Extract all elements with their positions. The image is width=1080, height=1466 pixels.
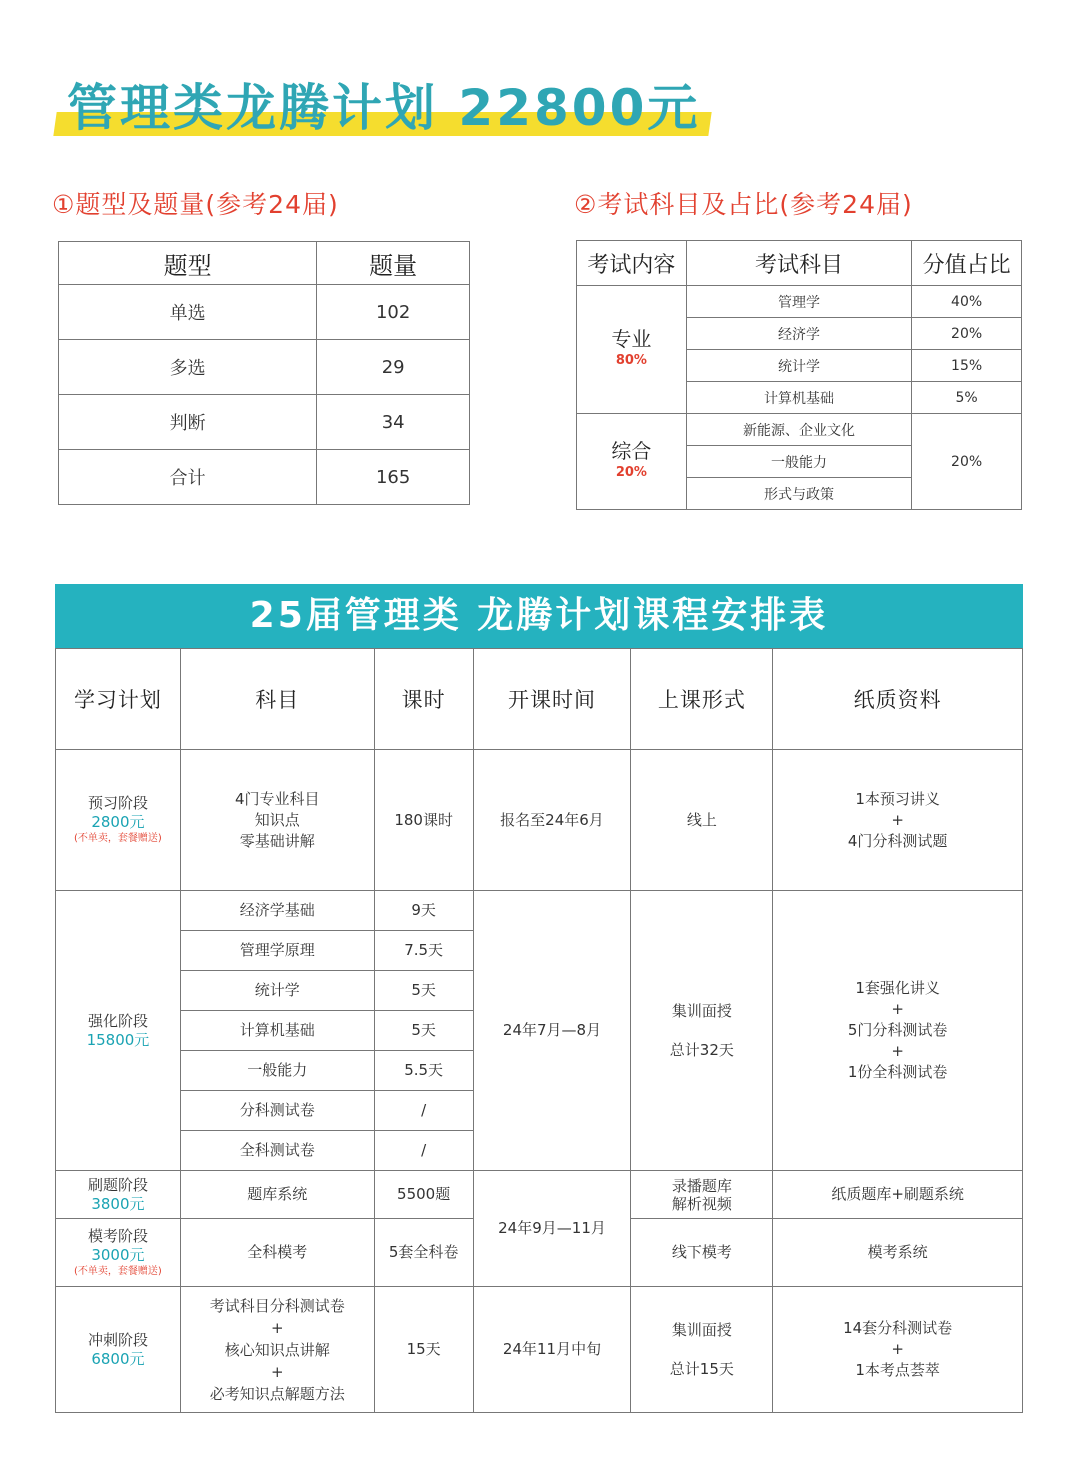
table-row-preview [56,750,1023,891]
subject-cell [180,750,374,891]
subject-cell: 经济学基础 [180,891,374,931]
question-type-table [58,241,470,505]
count-cell: 34 [317,395,470,450]
stage-preview [56,750,181,891]
subject-cell: 经济学 [686,318,911,350]
hours-cell: 15天 [374,1287,473,1413]
material-line: 5门分科测试卷 [847,1021,948,1039]
material-line: + [891,1340,904,1358]
stage-strengthen [56,891,181,1171]
schedule-table [55,648,1023,1413]
table-row-strengthen [56,891,1023,931]
stage-note: (不单卖，套餐赠送) [74,833,162,844]
subject-cell [180,1287,374,1413]
mode-cell: 线下模考 [631,1219,773,1287]
subject-cell: 形式与政策 [686,478,911,510]
mode-line: 总计32天 [669,1040,734,1059]
mode-line: 集训面授 [671,1001,732,1020]
header-subject: 科目 [180,649,374,750]
stage-name: 冲刺阶段 [87,1330,148,1349]
hours-cell: 5500题 [374,1171,473,1219]
material-line: 1本考点荟萃 [855,1361,940,1379]
header-subject: 考试科目 [686,241,911,286]
category-name: 专业 [611,326,652,351]
subject-cell: 全科模考 [180,1219,374,1287]
header-type: 题型 [59,242,317,285]
count-cell: 165 [317,450,470,505]
mode-line: 集训面授 [671,1320,732,1339]
table-header-row [56,649,1023,750]
subject-line: 核心知识点讲解 [224,1340,330,1359]
material-line: + [891,1000,904,1018]
page-title: 管理类龙腾计划 22800元 [67,79,701,137]
header-content: 考试内容 [577,241,687,286]
subject-cell: 统计学 [180,971,374,1011]
stage-price: 2800元 [91,813,145,831]
stage-price: 3000元 [91,1245,145,1264]
type-cell: 单选 [59,285,317,340]
subject-line: 4门专业科目 [235,789,320,808]
subject-cell: 分科测试卷 [180,1091,374,1131]
subject-cell: 题库系统 [180,1171,374,1219]
stage-name: 强化阶段 [87,1011,148,1030]
mode-line: 录播题库 [671,1176,732,1195]
hours-cell: 5天 [374,971,473,1011]
stage-note: (不单卖，套餐赠送) [74,1265,162,1277]
header-count: 题量 [317,242,470,285]
time-cell: 报名至24年6月 [473,750,631,891]
stage-name: 刷题阶段 [87,1175,148,1194]
hours-cell: 7.5天 [374,931,473,971]
material-line: 14套分科测试卷 [843,1319,953,1337]
header-hours: 课时 [374,649,473,750]
category-percent: 80% [615,352,647,368]
header-materials: 纸质资料 [773,649,1023,750]
material-line: 1份全科测试卷 [847,1063,948,1081]
time-cell: 24年9月—11月 [473,1171,631,1287]
table-row [59,340,470,395]
section1-title: ①题型及题量(参考24届) [52,190,339,219]
materials-cell: 模考系统 [773,1219,1023,1287]
table-header-row [59,242,470,285]
count-cell: 102 [317,285,470,340]
category-percent: 20% [615,464,647,480]
table-row [59,395,470,450]
hours-cell: 5天 [374,1011,473,1051]
category-professional [577,286,687,414]
hours-cell: / [374,1091,473,1131]
category-comprehensive [577,414,687,510]
hours-cell: 180课时 [374,750,473,891]
subject-cell: 统计学 [686,350,911,382]
subject-cell: 全科测试卷 [180,1131,374,1171]
subject-line: 考试科目分科测试卷 [209,1296,345,1315]
mode-line: 解析视频 [671,1194,732,1213]
table-row [577,414,1022,446]
subject-share-table [576,240,1022,510]
share-cell: 40% [912,286,1022,318]
materials-cell [773,1287,1023,1413]
table-row-practice [56,1171,1023,1219]
header-mode: 上课形式 [631,649,773,750]
subject-line: 零基础讲解 [239,831,315,850]
header-share: 分值占比 [912,241,1022,286]
category-name: 综合 [611,438,652,463]
materials-cell: 纸质题库+刷题系统 [773,1171,1023,1219]
mode-cell [631,1287,773,1413]
header-start-time: 开课时间 [473,649,631,750]
table-header-row [577,241,1022,286]
stage-name: 预习阶段 [87,794,148,812]
hours-cell: / [374,1131,473,1171]
table-row [59,285,470,340]
hours-cell: 5.5天 [374,1051,473,1091]
stage-price: 3800元 [91,1194,145,1213]
materials-cell [773,891,1023,1171]
subject-line: 必考知识点解题方法 [209,1384,345,1403]
time-cell: 24年11月中旬 [473,1287,631,1413]
material-line: + [891,1042,904,1060]
subject-cell: 一般能力 [180,1051,374,1091]
share-cell: 20% [912,414,1022,510]
stage-practice [56,1171,181,1219]
stage-sprint [56,1287,181,1413]
subject-line: + [270,1362,284,1381]
section2-title: ②考试科目及占比(参考24届) [574,190,913,219]
subject-cell: 新能源、企业文化 [686,414,911,446]
hours-cell: 9天 [374,891,473,931]
type-cell: 判断 [59,395,317,450]
type-cell: 合计 [59,450,317,505]
share-cell: 15% [912,350,1022,382]
subject-cell: 管理学 [686,286,911,318]
stage-price: 6800元 [91,1349,145,1368]
subject-cell: 管理学原理 [180,931,374,971]
stage-name: 模考阶段 [87,1226,148,1245]
material-line: 1套强化讲义 [855,979,940,997]
subject-cell: 计算机基础 [180,1011,374,1051]
table-row-sprint [56,1287,1023,1413]
material-line: + [891,810,904,829]
header-plan: 学习计划 [56,649,181,750]
mode-cell [631,891,773,1171]
material-line: 1本预习讲义 [855,789,940,808]
share-cell: 20% [912,318,1022,350]
mode-cell [631,1171,773,1219]
share-cell: 5% [912,382,1022,414]
mode-cell: 线上 [631,750,773,891]
type-cell: 多选 [59,340,317,395]
schedule-banner: 25届管理类 龙腾计划课程安排表 [55,584,1023,648]
subject-cell: 计算机基础 [686,382,911,414]
count-cell: 29 [317,340,470,395]
stage-mock [56,1219,181,1287]
subject-line: 知识点 [254,810,300,829]
mode-line: 总计15天 [669,1359,734,1378]
hours-cell: 5套全科卷 [374,1219,473,1287]
subject-line: + [270,1318,284,1337]
table-row [59,450,470,505]
page-title-block [55,68,715,138]
time-cell: 24年7月—8月 [473,891,631,1171]
material-line: 4门分科测试题 [847,831,948,850]
subject-cell: 一般能力 [686,446,911,478]
materials-cell [773,750,1023,891]
stage-price: 15800元 [86,1030,150,1049]
table-row [577,286,1022,318]
